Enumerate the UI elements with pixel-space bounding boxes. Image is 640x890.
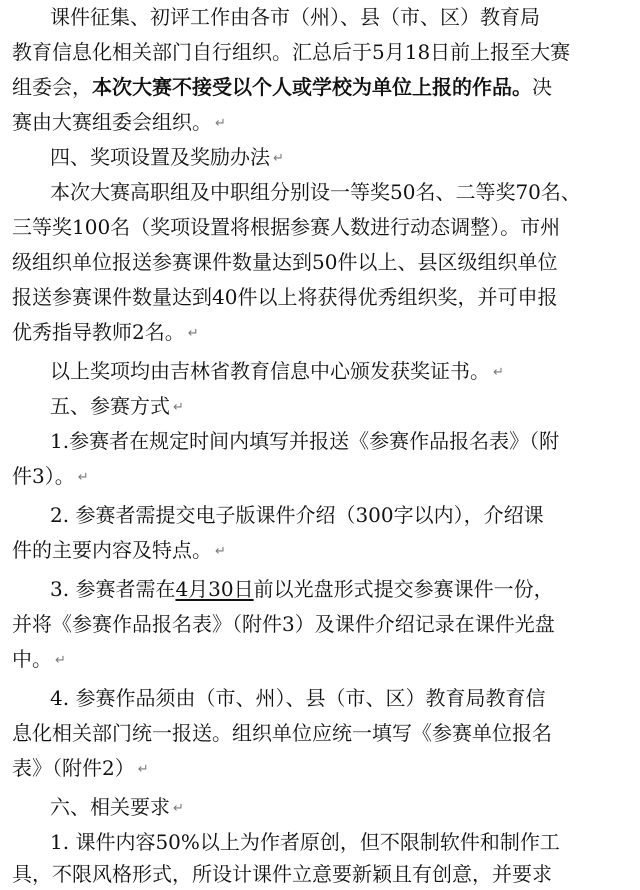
line-text: 件的主要内容及特点。 (12, 538, 212, 562)
return-arrow-icon: ↵ (55, 652, 66, 668)
text-line (50, 426, 559, 456)
line-text: 优秀指导教师2名。 (12, 320, 185, 344)
heading-text: 四、奖项设置及奖励办法 (50, 145, 270, 169)
text-line (12, 247, 557, 277)
line-text: 表》（附件2） (12, 756, 135, 780)
text-line (12, 282, 557, 312)
line-text: 前以光盘形式提交参赛课件一份， (253, 577, 554, 601)
text-line (12, 212, 560, 242)
line-text: 决 (532, 75, 552, 99)
line-text: 4. 参赛作品须由（市、州）、县（市、区）教育局教育信 (50, 686, 546, 710)
line-text: 件3）。 (12, 464, 75, 488)
text-line (12, 461, 89, 491)
section-heading (50, 142, 284, 172)
section-heading (50, 792, 184, 822)
line-text: 中。 (12, 647, 52, 671)
return-arrow-icon: ↵ (187, 325, 199, 341)
text-line (12, 535, 226, 565)
section-heading (50, 391, 184, 421)
line-text: 并将《参赛作品报名表》（附件3）及课件介绍记录在课件光盘 (12, 612, 555, 636)
bold-notice-text: 本次大赛不接受以个人或学校为单位上报的作品。 (92, 75, 532, 99)
text-line (50, 574, 554, 604)
line-text: 息化相关部门统一报送。组织单位应统一填写《参赛单位报名 (12, 721, 552, 745)
line-text: 具，不限风格形式，所设计课件立意要新颖且有创意，并要求 (12, 862, 552, 886)
text-line (50, 683, 545, 713)
text-line (12, 72, 552, 102)
line-text: 以上奖项均由吉林省教育信息中心颁发获奖证书。 (50, 359, 490, 383)
underlined-date: 4月30日 (175, 577, 254, 601)
line-text: 教育信息化相关部门自行组织。汇总后于5月18日前上报至大赛 (12, 40, 571, 64)
return-arrow-icon: ↵ (77, 469, 89, 485)
text-line (50, 177, 581, 207)
line-text: 级组织单位报送参赛课件数量达到50件以上、县区级组织单位 (12, 250, 558, 274)
text-line (50, 356, 504, 386)
text-line (12, 107, 226, 137)
line-text: 1.参赛者在规定时间内填写并报送《参赛作品报名表》（附 (50, 429, 560, 453)
text-line (12, 644, 66, 674)
line-text: 报送参赛课件数量达到40件以上将获得优秀组织奖，并可申报 (12, 285, 558, 309)
heading-text: 六、相关要求 (50, 795, 170, 819)
text-line (12, 718, 552, 748)
line-text: 3. 参赛者需在 (50, 577, 176, 601)
return-arrow-icon: ↵ (215, 115, 226, 131)
line-text: 赛由大赛组委会组织。 (12, 110, 212, 134)
text-line (12, 37, 570, 67)
line-text: 1. 课件内容50%以上为作者原创，但不限制软件和制作工 (50, 830, 560, 854)
text-line (50, 500, 544, 530)
return-arrow-icon: ↵ (173, 800, 184, 816)
line-text: 三等奖100名（奖项设置将根据参赛人数进行动态调整）。市州 (12, 215, 561, 239)
text-line (12, 609, 555, 639)
text-line (12, 317, 199, 347)
return-arrow-icon: ↵ (137, 761, 149, 777)
text-line (50, 2, 540, 32)
return-arrow-icon: ↵ (273, 150, 284, 166)
line-text: 2. 参赛者需提交电子版课件介绍（300字以内），介绍课 (50, 503, 544, 527)
line-text: 本次大赛高职组及中职组分别设一等奖50名、二等奖70名、 (50, 180, 581, 204)
heading-text: 五、参赛方式 (50, 394, 170, 418)
text-line (12, 753, 149, 783)
text-line (50, 827, 560, 857)
text-line (12, 859, 552, 889)
return-arrow-icon: ↵ (493, 364, 504, 380)
return-arrow-icon: ↵ (215, 543, 226, 559)
line-text: 课件征集、初评工作由各市（州）、县（市、区）教育局 (50, 5, 540, 29)
return-arrow-icon: ↵ (173, 399, 184, 415)
line-text: 组委会， (12, 75, 92, 99)
